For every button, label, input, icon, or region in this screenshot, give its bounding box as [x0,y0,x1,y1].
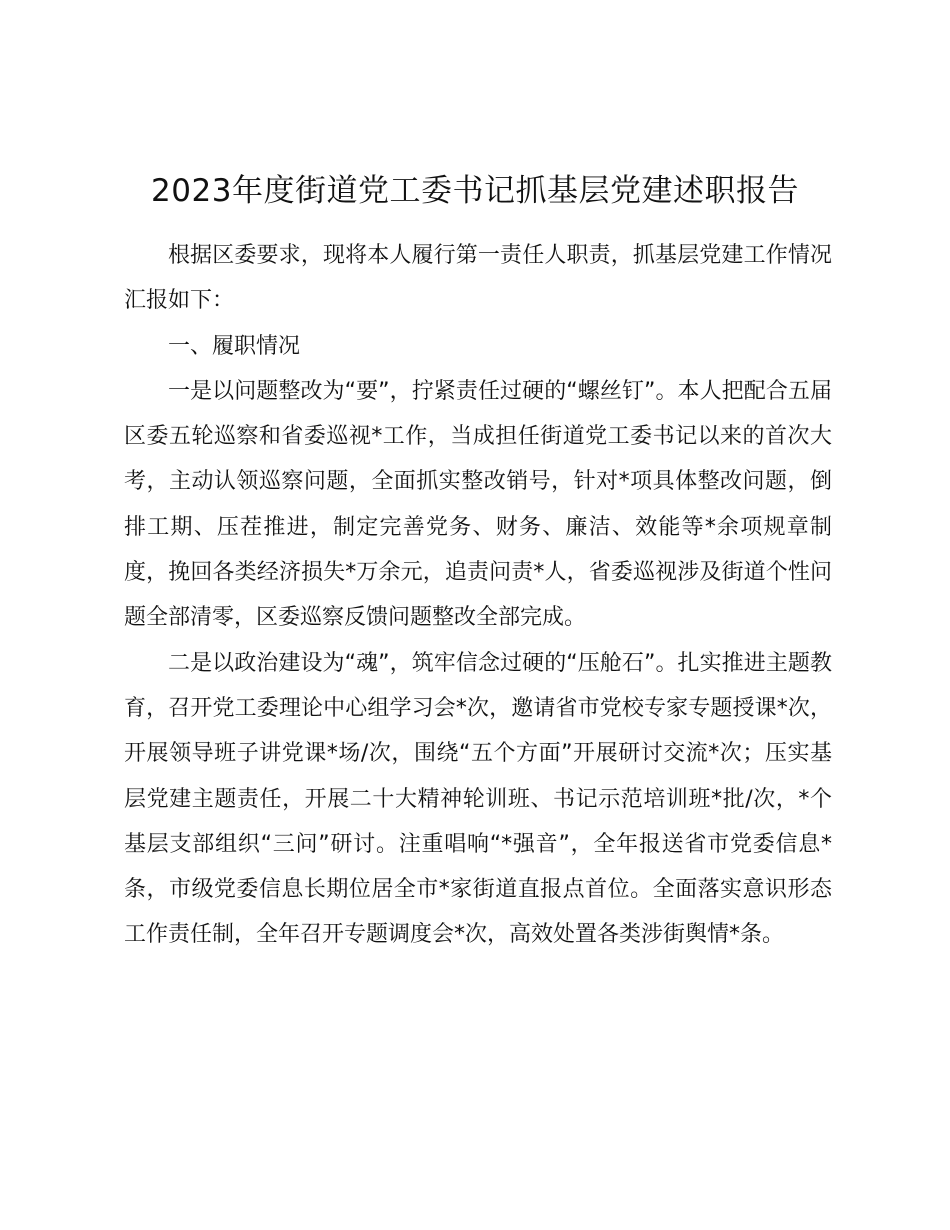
body-paragraph: 二是以政治建设为“魂”，筑牢信念过硬的“压舱石”。扎实推进主题教育，召开党工委理论中心组学习会*次，邀请省市党校专家专题授课*次，开展领导班子讲党课*场/次，围绕“五个方面”开展研讨交流*次；压实基层党建主题责任，开展二十大精神轮训班、书记示范培训班*批/次，*个基层支部组织“三问”研讨。注重唱响“*强音”，全年报送省市党委信息*条，市级党委信息长期位居全市*家街道直报点首位。全面落实意识形态工作责任制，全年召开专题调度会*次，高效处置各类涉街舆情*条。 [124,650,832,948]
intro-paragraph: 根据区委要求，现将本人履行第一责任人职责，抓基层党建工作情况汇报如下： [124,243,832,314]
document-title: 2023年度街道党工委书记抓基层党建述职报告 [151,173,799,209]
section-heading: 一、履职情况 [168,333,301,359]
body-paragraph: 一是以问题整改为“要”，拧紧责任过硬的“螺丝钉”。本人把配合五届区委五轮巡察和省委巡视*工作，当成担任街道党工委书记以来的首次大考，主动认领巡察问题，全面抓实整改销号，针对*项具体整改问题，倒排工期、压茬推进，制定完善党务、财务、廉洁、效能等*余项规章制度，挽回各类经济损失*万余元，追责问责*人，省委巡视涉及街道个性问题全部清零，区委巡察反馈问题整改全部完成。 [124,378,832,631]
document-body [124,233,832,958]
